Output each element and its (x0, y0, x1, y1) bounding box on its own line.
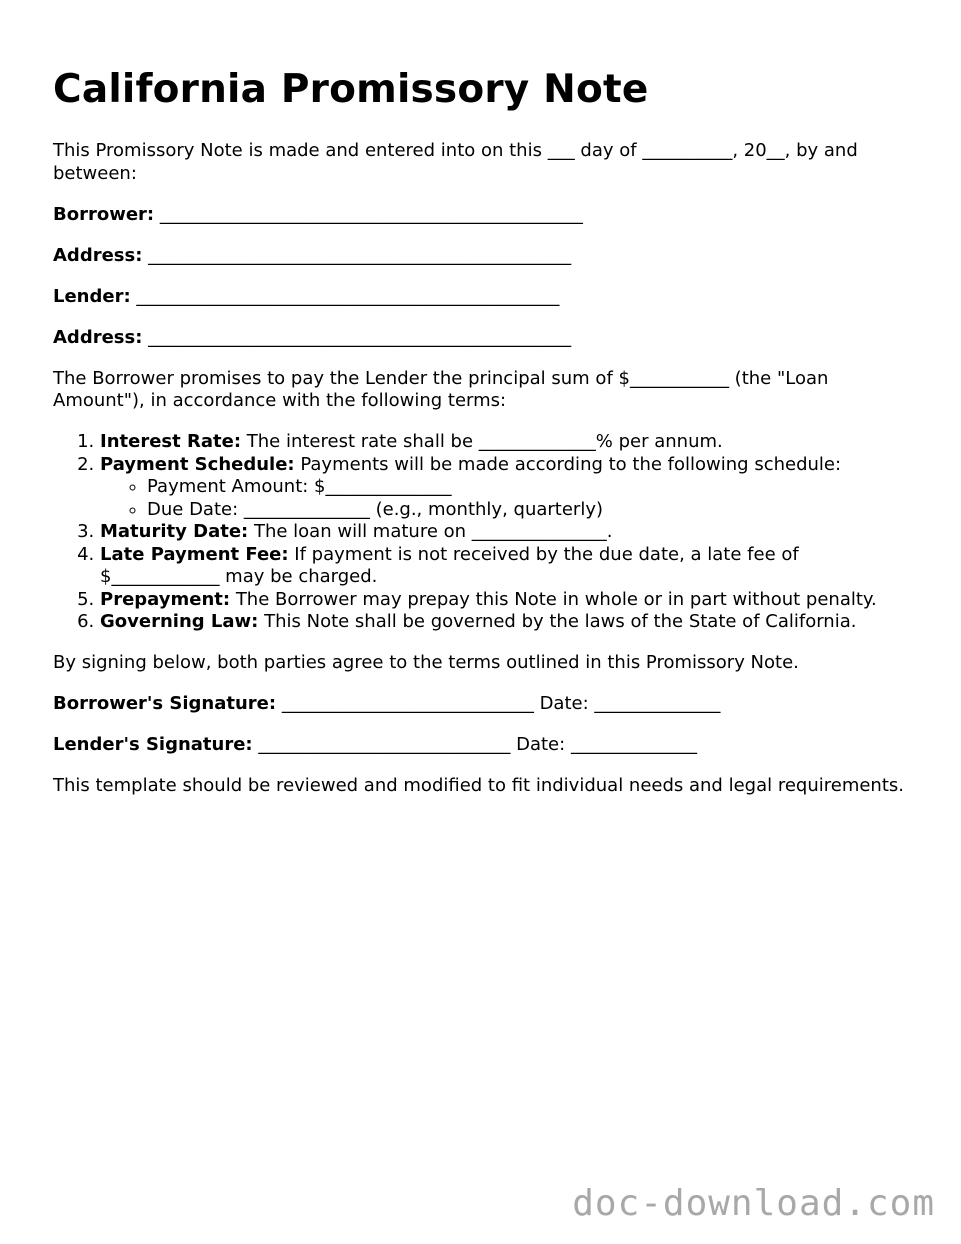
term-label: Governing Law: (100, 611, 259, 632)
lender-label: Lender: (53, 285, 131, 307)
borrower-signature-blank: ____________________________ (281, 693, 534, 714)
agreement-paragraph: By signing below, both parties agree to the terms outlined in this Promissory Note. (53, 652, 799, 673)
borrower-address-blank: _______________________________________________ (148, 244, 572, 266)
lender-field (53, 286, 913, 309)
term-label: Late Payment Fee: (100, 543, 289, 565)
term-item-payment-schedule (100, 454, 913, 522)
term-item-late-payment-fee (100, 544, 913, 589)
intro-paragraph: This Promissory Note is made and entered into on this ___ day of __________, 20__, by and between: (53, 140, 858, 184)
borrower-date-blank: ______________ (594, 693, 721, 714)
sub-item-payment-amount: ◦ Payment Amount: $______________ (147, 476, 913, 499)
term-text: The Borrower may prepay this Note in whole or in part without penalty. (235, 588, 877, 610)
lender-address-blank: _______________________________________________ (148, 326, 572, 348)
borrower-signature-label: Borrower's Signature: (53, 693, 277, 714)
lender-date-blank: ______________ (570, 734, 697, 755)
sub-item-due-date: ◦ Due Date: ______________ (e.g., monthly, quarterly) (147, 499, 913, 522)
payment-schedule-sublist (100, 476, 913, 521)
term-text: Payments will be made according to the following schedule: (300, 453, 842, 475)
lender-date-label: Date: (516, 734, 566, 755)
term-item-prepayment (100, 589, 913, 612)
term-label: Payment Schedule: (100, 453, 295, 475)
term-text: If payment is not received by the due date, a late fee of $____________ may be charged. (100, 543, 799, 587)
lender-signature-label: Lender's Signature: (53, 734, 253, 755)
lender-signature-line (53, 734, 913, 757)
borrower-address-label: Address: (53, 244, 143, 266)
lender-blank: _______________________________________________ (136, 285, 560, 307)
lender-signature-blank: ____________________________ (258, 734, 511, 755)
terms-list (53, 431, 913, 634)
term-text: The loan will mature on _______________. (253, 521, 613, 542)
watermark: doc-download.com (572, 1183, 935, 1224)
term-item-maturity-date (100, 521, 913, 544)
term-label: Interest Rate: (100, 431, 242, 452)
term-text: This Note shall be governed by the laws of the State of California. (264, 611, 857, 632)
borrower-signature-line (53, 693, 913, 716)
borrower-label: Borrower: (53, 203, 155, 225)
lender-address-label: Address: (53, 326, 143, 348)
document-page (53, 64, 913, 816)
term-label: Maturity Date: (100, 521, 249, 542)
borrower-date-label: Date: (539, 693, 589, 714)
term-item-governing-law (100, 611, 913, 634)
document-title: California Promissory Note (53, 67, 649, 112)
term-label: Prepayment: (100, 588, 231, 610)
term-text: The interest rate shall be _____________% per annum. (246, 431, 723, 452)
borrower-field (53, 204, 913, 227)
principal-paragraph: The Borrower promises to pay the Lender the principal sum of $___________ (the "Loan Amount"), in accordance with the following terms: (53, 367, 829, 411)
disclaimer-paragraph: This template should be reviewed and modified to fit individual needs and legal requirements. (53, 775, 905, 796)
borrower-blank: _______________________________________________ (159, 203, 583, 225)
borrower-address-field (53, 245, 913, 268)
lender-address-field (53, 327, 913, 350)
term-item-interest-rate (100, 431, 913, 454)
